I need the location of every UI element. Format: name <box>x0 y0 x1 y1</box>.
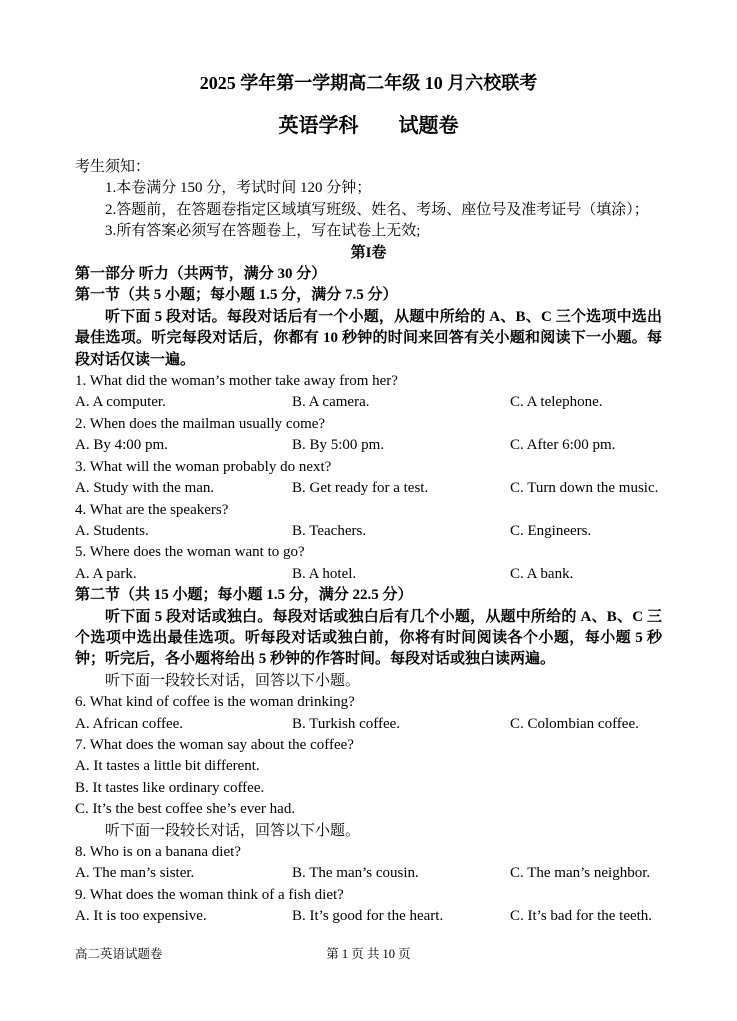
exam-title: 2025 学年第一学期高二年级 10 月六校联考 <box>199 73 538 93</box>
option-a: A. The man’s sister. <box>75 865 195 882</box>
notice-item: 3.所有答案必须写在答题卷上，写在试卷上无效; <box>105 223 421 240</box>
question-text: 4. What are the speakers? <box>75 501 229 518</box>
option-c: C. A bank. <box>510 565 574 582</box>
question-options <box>75 564 662 585</box>
question-options <box>75 478 662 499</box>
page-footer <box>75 946 662 962</box>
question-options <box>75 714 662 735</box>
footer-doc-name: 高二英语试题卷 <box>75 947 163 961</box>
dialog-intro-1: 听下面一段较长对话，回答以下小题。 <box>105 672 361 689</box>
question-options <box>75 906 662 927</box>
notice-item: 1.本卷满分 150 分，考试时间 120 分钟； <box>105 180 372 197</box>
question-text: 8. Who is on a banana diet? <box>75 844 241 860</box>
section1-instructions: 听下面 5 段对话。每段对话后有一个小题，从题中所给的 A、B、C 三个选项中选出最佳选项。听完每段对话后，你都有 10 秒钟的时间来回答有关小题和阅读下一小题。每段对话仅读一遍。 <box>75 308 662 368</box>
exam-subtitle: 英语学科 试题卷 <box>278 115 459 137</box>
question-options <box>75 521 662 542</box>
option-b: B. By 5:00 pm. <box>292 437 385 454</box>
option-b: B. A hotel. <box>292 565 357 582</box>
section1-heading: 第一节（共 5 小题；每小题 1.5 分，满分 7.5 分） <box>75 287 398 304</box>
option-b: B. A camera. <box>292 394 370 411</box>
option-a: A. African coffee. <box>75 715 184 732</box>
question-7 <box>75 735 662 821</box>
question-text: 6. What kind of coffee is the woman drinking? <box>75 694 355 711</box>
option-a: A. Study with the man. <box>75 480 215 497</box>
question-8 <box>75 842 662 885</box>
option-a: A. It tastes a little bit different. <box>75 758 260 775</box>
question-text: 9. What does the woman think of a fish diet? <box>75 886 344 903</box>
option-c: C. After 6:00 pm. <box>510 437 616 454</box>
question-text: 7. What does the woman say about the coffee? <box>75 736 354 753</box>
question-options <box>75 392 662 413</box>
question-options <box>75 435 662 456</box>
question-6 <box>75 692 662 735</box>
option-c: C. Colombian coffee. <box>510 715 639 732</box>
question-1 <box>75 371 662 414</box>
option-c: C. It’s bad for the teeth. <box>510 908 653 925</box>
option-a: A. By 4:00 pm. <box>75 437 168 454</box>
dialog-intro-2: 听下面一段较长对话，回答以下小题。 <box>105 822 361 839</box>
option-c: C. A telephone. <box>510 394 603 411</box>
question-9 <box>75 885 662 928</box>
option-c: C. Engineers. <box>510 522 592 539</box>
option-b: B. It tastes like ordinary coffee. <box>75 779 265 796</box>
question-2 <box>75 414 662 457</box>
volume-heading: 第I卷 <box>350 244 387 261</box>
option-b: B. Turkish coffee. <box>292 715 401 732</box>
question-text: 3. What will the woman probably do next? <box>75 458 332 475</box>
question-text: 5. Where does the woman want to go? <box>75 544 305 561</box>
option-a: A. It is too expensive. <box>75 908 207 925</box>
option-c: C. It’s the best coffee she’s ever had. <box>75 801 296 818</box>
question-text: 1. What did the woman’s mother take away from her? <box>75 373 398 390</box>
notice-heading: 考生须知： <box>75 159 151 175</box>
option-a: A. A computer. <box>75 394 166 411</box>
question-3 <box>75 457 662 500</box>
option-c: C. Turn down the music. <box>510 480 659 497</box>
part1-heading: 第一部分 听力（共两节，满分 30 分） <box>75 266 327 283</box>
question-text: 2. When does the mailman usually come? <box>75 415 326 432</box>
section2-instructions: 听下面 5 段对话或独白。每段对话或独白后有几个小题，从题中所给的 A、B、C 三个选项中选出最佳选项。听每段对话或独白前，你将有时间阅读各个小题，每小题 5 秒钟；听完后，各小题将给出 5 秒钟的作答时间。每段对话或独白读两遍。 <box>75 608 662 668</box>
question-options <box>75 863 662 884</box>
notice-item: 2.答题前，在答题卷指定区域填写班级、姓名、考场、座位号及准考证号（填涂）； <box>105 201 649 218</box>
option-b: B. Get ready for a test. <box>292 480 429 497</box>
option-b: B. The man’s cousin. <box>292 865 419 882</box>
exam-body <box>75 157 662 928</box>
option-a: A. Students. <box>75 522 149 539</box>
option-c: C. The man’s neighbor. <box>510 865 651 882</box>
section2-heading: 第二节（共 15 小题；每小题 1.5 分，满分 22.5 分） <box>75 587 413 604</box>
footer-page-number: 第 1 页 共 10 页 <box>326 947 411 961</box>
question-5 <box>75 542 662 585</box>
option-b: B. Teachers. <box>292 522 367 539</box>
option-b: B. It’s good for the heart. <box>292 908 444 925</box>
option-a: A. A park. <box>75 565 137 582</box>
question-4 <box>75 500 662 543</box>
candidate-notice <box>75 157 662 243</box>
